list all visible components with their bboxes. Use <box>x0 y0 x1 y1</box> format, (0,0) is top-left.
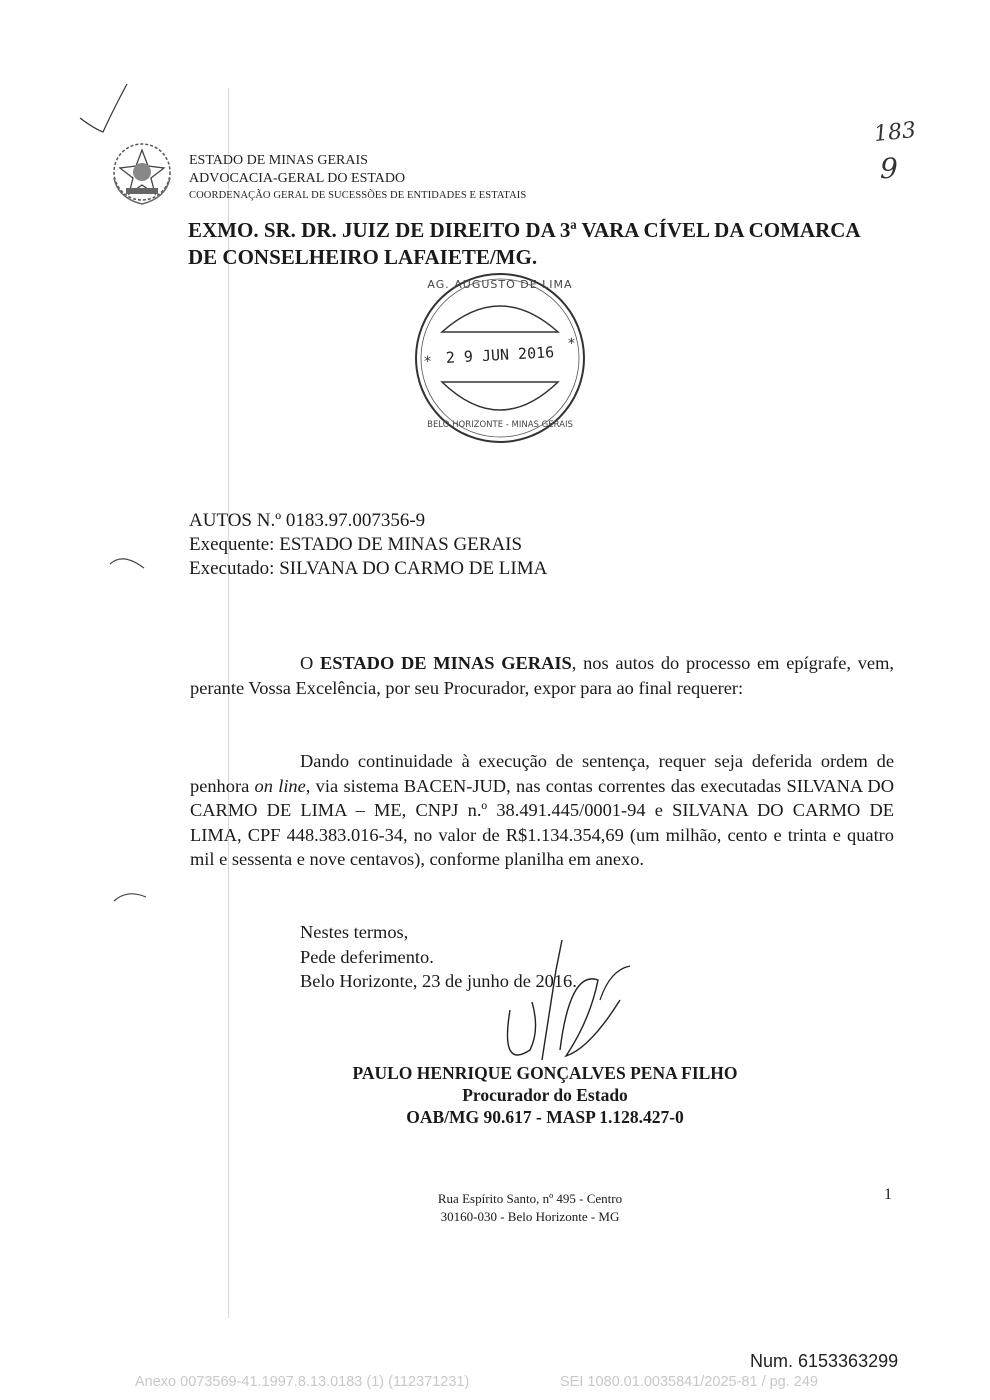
document-number: Num. 6153363299 <box>750 1351 899 1371</box>
date-stamp <box>412 270 588 446</box>
signer-role: Procurador do Estado <box>462 1085 628 1105</box>
handwritten-signature <box>470 930 650 1080</box>
footer-address-1: Rua Espírito Santo, nº 495 - Centro <box>437 1191 623 1206</box>
svg-text:*: * <box>424 354 431 370</box>
header-coordination: COORDENAÇÃO GERAL DE SUCESSÕES DE ENTIDADES E ESTATAIS <box>189 190 527 201</box>
p1-rest: , nos autos do processo em epígrafe, vem, perante Vossa Excelência, por seu Procurador, expor para ao final requerer: <box>190 653 894 698</box>
addressee-line-1: EXMO. SR. DR. JUIZ DE DIREITO DA 3ª VARA CÍVEL DA COMARCA <box>188 218 861 242</box>
stamp-date: 2 9 JUN 2016 <box>445 343 555 367</box>
stamp-bottom-text: BELO HORIZONTE - MINAS GERAIS <box>427 420 573 430</box>
p1-bold: ESTADO DE MINAS GERAIS <box>320 653 572 673</box>
executado: Executado: SILVANA DO CARMO DE LIMA <box>189 558 548 579</box>
header-agency: ADVOCACIA-GERAL DO ESTADO <box>189 171 406 186</box>
p1-lead: O <box>300 653 320 673</box>
margin-mark-icon <box>108 550 148 575</box>
addressee-line-2: DE CONSELHEIRO LAFAIETE/MG. <box>188 245 538 269</box>
p2-b: , via sistema BACEN-JUD, nas contas correntes das executadas SILVANA DO CARMO DE LIMA – ME, CNPJ n.º 38.491.445/0001-94 e SILVANA DO CARMO DE LIMA, CPF 448.383.016-34, no valor de R$1.134.354,69 (um milhão, cento e trinta e quatro mil e sessenta e nove centavos), conforme planilha em anexo. <box>190 775 894 869</box>
closing-place-date: Belo Horizonte, 23 de junho de 2016. <box>300 971 577 991</box>
case-number: AUTOS N.º 0183.97.007356-9 <box>189 510 426 531</box>
signer-registration: OAB/MG 90.617 - MASP 1.128.427-0 <box>406 1107 684 1127</box>
handwritten-initial: 9 <box>880 152 898 185</box>
handwritten-page-mark: 183 <box>872 117 918 148</box>
check-mark-icon <box>75 80 135 135</box>
coat-of-arms-icon <box>108 138 180 208</box>
sei-reference: SEI 1080.01.0035841/2025-81 / pg. 249 <box>560 1374 818 1390</box>
scan-fold-line <box>228 88 229 1318</box>
paragraph-penhora <box>190 749 894 872</box>
margin-mark-icon <box>112 885 152 910</box>
p2-a: Dando continuidade à execução de sentença, requer seja deferida ordem de penhora <box>190 751 894 796</box>
paragraph-request <box>190 651 894 700</box>
stamp-top-text: AG. AUGUSTO DE LIMA <box>427 278 573 291</box>
closing-request: Pede deferimento. <box>300 947 434 967</box>
closing-terms: Nestes termos, <box>300 922 409 942</box>
exequente: Exequente: ESTADO DE MINAS GERAIS <box>189 534 523 555</box>
footer-address-2: 30160-030 - Belo Horizonte - MG <box>440 1209 620 1224</box>
svg-text:*: * <box>568 336 575 352</box>
signer-name: PAULO HENRIQUE GONÇALVES PENA FILHO <box>352 1063 738 1083</box>
annex-reference: Anexo 0073569-41.1997.8.13.0183 (1) (112371231) <box>135 1374 470 1390</box>
page-number: 1 <box>884 1186 892 1203</box>
p2-italic: on line <box>254 775 306 796</box>
header-state: ESTADO DE MINAS GERAIS <box>189 153 368 168</box>
